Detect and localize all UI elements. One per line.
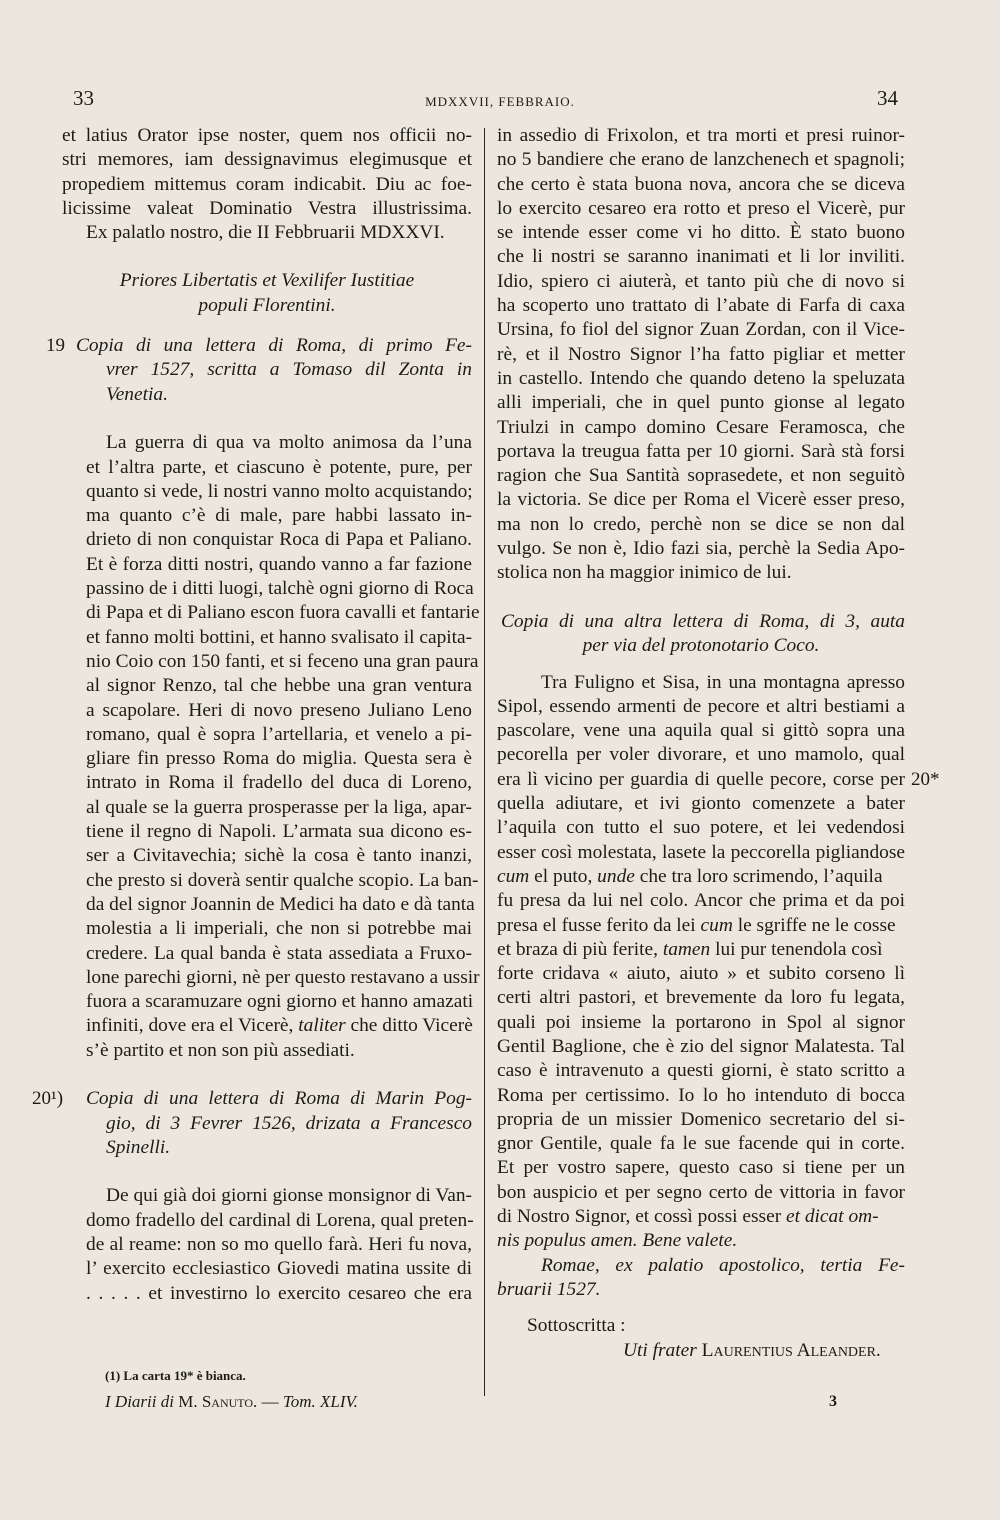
text-line: era lì vicino per guardia di quelle pecore, corse per (497, 768, 905, 790)
text-line: s’è partito et non son più assediati. (86, 1039, 355, 1061)
paragraph-aquila (497, 671, 940, 1254)
text-line: da del signor Joannin de Medici ha dato e dà tanta (86, 893, 475, 915)
text-line: quella adiutare, et ivi gionto comenzete a bater (497, 793, 905, 815)
text-line: molestia a li imperiali, che non si potrebbe mai (86, 918, 472, 940)
text-line: ma non lo credo, perchè non se dice se non dal (497, 513, 905, 535)
heading-line: gio, di 3 Fevrer 1526, drizata a Francesco (106, 1112, 472, 1134)
heading-line: Copia di una altra lettera di Roma, di 3, auta (501, 610, 905, 632)
text-line: infiniti, dove era el Vicerè, taliter che ditto Vicerè (86, 1015, 473, 1037)
text-line: caso è intravenuto a questi giorni, è stato scritto a (497, 1060, 905, 1082)
text-line: stri memores, iam dessignavimus elegimusque et (62, 149, 472, 171)
text-line: passino de i ditti luogi, talchè ogni giorno di Roca (86, 578, 474, 600)
text-line: credere. La qual banda è stata assediata a Fruxo- (86, 942, 472, 964)
heading-line: Venetia. (106, 383, 168, 405)
paragraph-frixolon (497, 124, 905, 586)
text-line: Sipol, essendo armenti de pecore et altri bestiami a (497, 695, 905, 717)
text-line: et braza di più ferite, tamen lui pur tenendola così (497, 938, 883, 960)
latin-word: unde (597, 865, 635, 887)
text-line: Triulzi in campo domino Cesare Feramosca, che (497, 416, 905, 438)
text-line: certi altri pastori, et brevemente da loro fu legata, (497, 987, 905, 1009)
text-line: alli imperiali, che in quel punto gionse al legato (497, 392, 905, 414)
text-line: Idio, spiero ci aiuterà, et tanto più che di novo si (497, 270, 905, 292)
text-line: drieto di non conquistar Roca di Papa et Paliano. (86, 529, 472, 551)
footnote: (1) La carta 19* è bianca. (105, 1368, 246, 1383)
text-line: ma quanto c’è di male, pare habbi lassato in- (86, 505, 472, 527)
letter-title-coco (497, 610, 905, 659)
text-line: in assedio di Frixolon, et tra morti et presi ruinor- (497, 125, 905, 146)
text-line: propediem mittemus coram indicabit. Diu ac foe- (62, 173, 472, 195)
text-line: de al reame: non so mo quello farà. Heri fu nova, (86, 1234, 472, 1256)
text-line: stolica non ha maggior inimico de lui. (497, 562, 792, 584)
latin-word: taliter (298, 1015, 346, 1037)
text-line: l’aquila con tutto el suo potere, et lei vedendosi (497, 817, 905, 839)
text-line: et fanno molti bottini, et hanno svalisato il capita- (86, 626, 473, 648)
margin-note-19: 19 (46, 335, 65, 357)
latin-word: cum (497, 865, 530, 887)
text-line: l’ exercito ecclesiastico Giovedi matina ussite di (86, 1258, 472, 1280)
text-line: De qui già doi giorni gionse monsignor di Van- (106, 1185, 472, 1207)
text-line: di Nostro Signor, et cossì possi esser et dicat om- (497, 1206, 879, 1228)
text-line: esser così molestata, lasete la peccorella pigliandose (497, 841, 905, 863)
text-line: la victoria. Se dice per Roma el Vicerè esser preso, (497, 489, 905, 511)
text-line: portava la treugua fatta per 10 giorni. Sarà stà forsi (497, 440, 905, 462)
text-line: bon auspicio et per segno certo de vittoria in favor (497, 1181, 905, 1203)
text-line: propria de un missier Domenico secretario del si- (497, 1108, 905, 1130)
text-line: forte cridava « aiuto, aiuto » et subito corseno lì (497, 963, 905, 985)
text-line: di Papa et di Paliano escon fuora cavalli et fantarie (86, 602, 480, 624)
dateline (497, 1254, 905, 1303)
text-line: ser a Civitavechia; sichè la cosa è tanto inanzi, (86, 845, 472, 867)
paragraph-orator (62, 124, 472, 245)
text-line: . . . . . et investirno lo exercito cesareo che era (86, 1282, 472, 1304)
signatories-line: populi Florentini. (198, 294, 336, 316)
text-line: Roma per certissimo. Io lo ho intenduto di bocca (497, 1084, 905, 1106)
text-line: domo fradello del cardinal di Lorena, qual preten- (86, 1209, 474, 1231)
text-line: al quale se la guerra prosperasse per la liga, apar- (86, 796, 472, 818)
text-line: Tra Fuligno et Sisa, in una montagna apresso (541, 671, 905, 693)
text-line: pascolare, vene una aquila qual si gittò sopra una (497, 720, 905, 742)
text-line: che presto si doverà sentir qualche scopio. La ban- (86, 869, 479, 891)
signature-name: Laurentius Aleander. (701, 1339, 881, 1361)
text-line: fu presa da lui nel colo. Ancor che prima et da poi (497, 890, 905, 912)
text-line: La guerra di qua va molto animosa da l’una (106, 432, 472, 454)
text-line: cum el puto, unde che tra loro scrimendo, l’aquila (497, 865, 883, 887)
text-line: ha scoperto uno trattato di l’abate di Farfa di caxa (497, 295, 905, 317)
dateline-line: Romae, ex palatio apostolico, tertia Fe- (541, 1254, 905, 1276)
text-line: no 5 bandiere che erano de lanzchenech et spagnoli; (497, 149, 905, 171)
heading-line: Copia di una lettera di Roma di Marin Pog- (86, 1088, 472, 1110)
signature-mark: 3 (829, 1393, 837, 1410)
paragraph-guerra (62, 431, 480, 1063)
text-line: quali poi insieme la portarono in Spol al signor (497, 1011, 905, 1033)
latin-phrase: et dicat om- (786, 1206, 879, 1228)
subscribed-label: Sottoscritta : (527, 1315, 626, 1337)
signatories-line: Priores Libertatis et Vexilifer Iustitiae (119, 270, 415, 292)
page-number-left: 33 (73, 86, 94, 110)
paragraph-vandomo (62, 1184, 472, 1305)
text-line: et latius Orator ipse noster, quem nos officii no- (62, 125, 472, 146)
heading-line: per via del protonotario Coco. (582, 635, 820, 657)
text-line: al signor Renzo, tal che hebbe una gran ventura (86, 675, 472, 697)
latin-word: cum (700, 914, 733, 936)
signature-line: Uti frater Laurentius Aleander. (623, 1339, 881, 1361)
margin-note-20: 20¹) (32, 1088, 64, 1110)
text-line: Et è forza ditti nostri, quando vanno a far fazione (86, 553, 472, 575)
text-line: vulgo. Se non è, Idio fazi sia, perchè la Sedia Apo- (497, 538, 905, 560)
text-line: nis populus amen. Bene valete. (497, 1230, 738, 1252)
left-column (32, 124, 480, 1306)
text-line: nio Coio con 150 fanti, et si feceno una gran paura (86, 650, 479, 672)
column-divider (484, 128, 485, 1396)
text-line: Ex palatlo nostro, die II Febbruarii MDXXVI. (86, 222, 445, 244)
text-line: lo exercito cesareo era rotto et preso el Vicerè, pur (497, 197, 905, 219)
page-number-right: 34 (877, 86, 898, 110)
text-line: Ursina, fo fiol del signor Zuan Zordan, con il Vice- (497, 319, 905, 341)
text-line: lone parechi giorni, nè per questo restavano a ussir (86, 966, 480, 988)
text-line: quanto si vede, li nostri vanno molto acquistando; (86, 480, 473, 502)
text-line: a scapolare. Heri di novo preseno Juliano Leno (86, 699, 472, 721)
running-title: MDXXVII, FEBBRAIO. (425, 94, 575, 109)
text-line: licissime valeat Dominatio Vestra illustrissima. (62, 197, 472, 219)
dateline-line: bruarii 1527. (497, 1278, 601, 1300)
letter-title-20 (32, 1087, 472, 1160)
margin-note-20-star: 20* (911, 768, 940, 790)
heading-line: vrer 1527, scritta a Tomaso dil Zonta in (106, 359, 472, 381)
footer-title: I Diarii di M. Sanuto. — Tom. XLIV. (105, 1392, 358, 1411)
text-line: intrato in Roma il fradello del duca di Loreno, (86, 772, 472, 794)
text-line: Gentil Baglione, che è zio del signor Malatesta. Tal (497, 1035, 905, 1057)
text-line: gliare fin presso Roma do miglia. Questa sera è (86, 748, 472, 770)
text-line: che li nostri se saranno inanimati et li lor inviliti. (497, 246, 905, 268)
text-line: rè, et il Nostro Signor l’ha fatto pigliar et metter (497, 343, 905, 365)
heading-line: Spinelli. (106, 1136, 171, 1158)
text-line: in castello. Intendo che quando deteno la speluzata (497, 367, 905, 389)
text-line: presa el fusse ferito da lei cum le sgriffe ne le cosse (497, 914, 896, 936)
heading-line: Copia di una lettera di Roma, di primo Fe- (76, 335, 472, 357)
latin-word: tamen (662, 938, 711, 960)
text-line: tiene il regno di Napoli. L’armata sua dicono es- (86, 821, 472, 843)
text-line: romano, qual è sopra l’artellaria, et venelo a pi- (86, 723, 472, 745)
text-line: et l’altra parte, et ciascuno è potente, pure, per (86, 456, 472, 478)
text-line: se intende esser come vi ho ditto. È stato buono (497, 222, 905, 244)
right-column (497, 124, 940, 1363)
text-line: fuora a scaramuzare ogni giorno et hanno amazati (86, 991, 474, 1013)
letter-title-19 (46, 334, 472, 407)
text-line: gnor Gentile, quale fa le sue facende qui in corte. (497, 1133, 905, 1155)
text-line: pecorella per voler divorare, et uno mamolo, qual (497, 744, 905, 766)
text-line: che certo è stata buona nova, ancora che se diceva (497, 173, 905, 195)
text-line: ragion che Sua Santità soprasedete, et non seguitò (497, 465, 905, 487)
text-line: Et per vostro sapere, questo caso si tiene per un (497, 1157, 905, 1179)
